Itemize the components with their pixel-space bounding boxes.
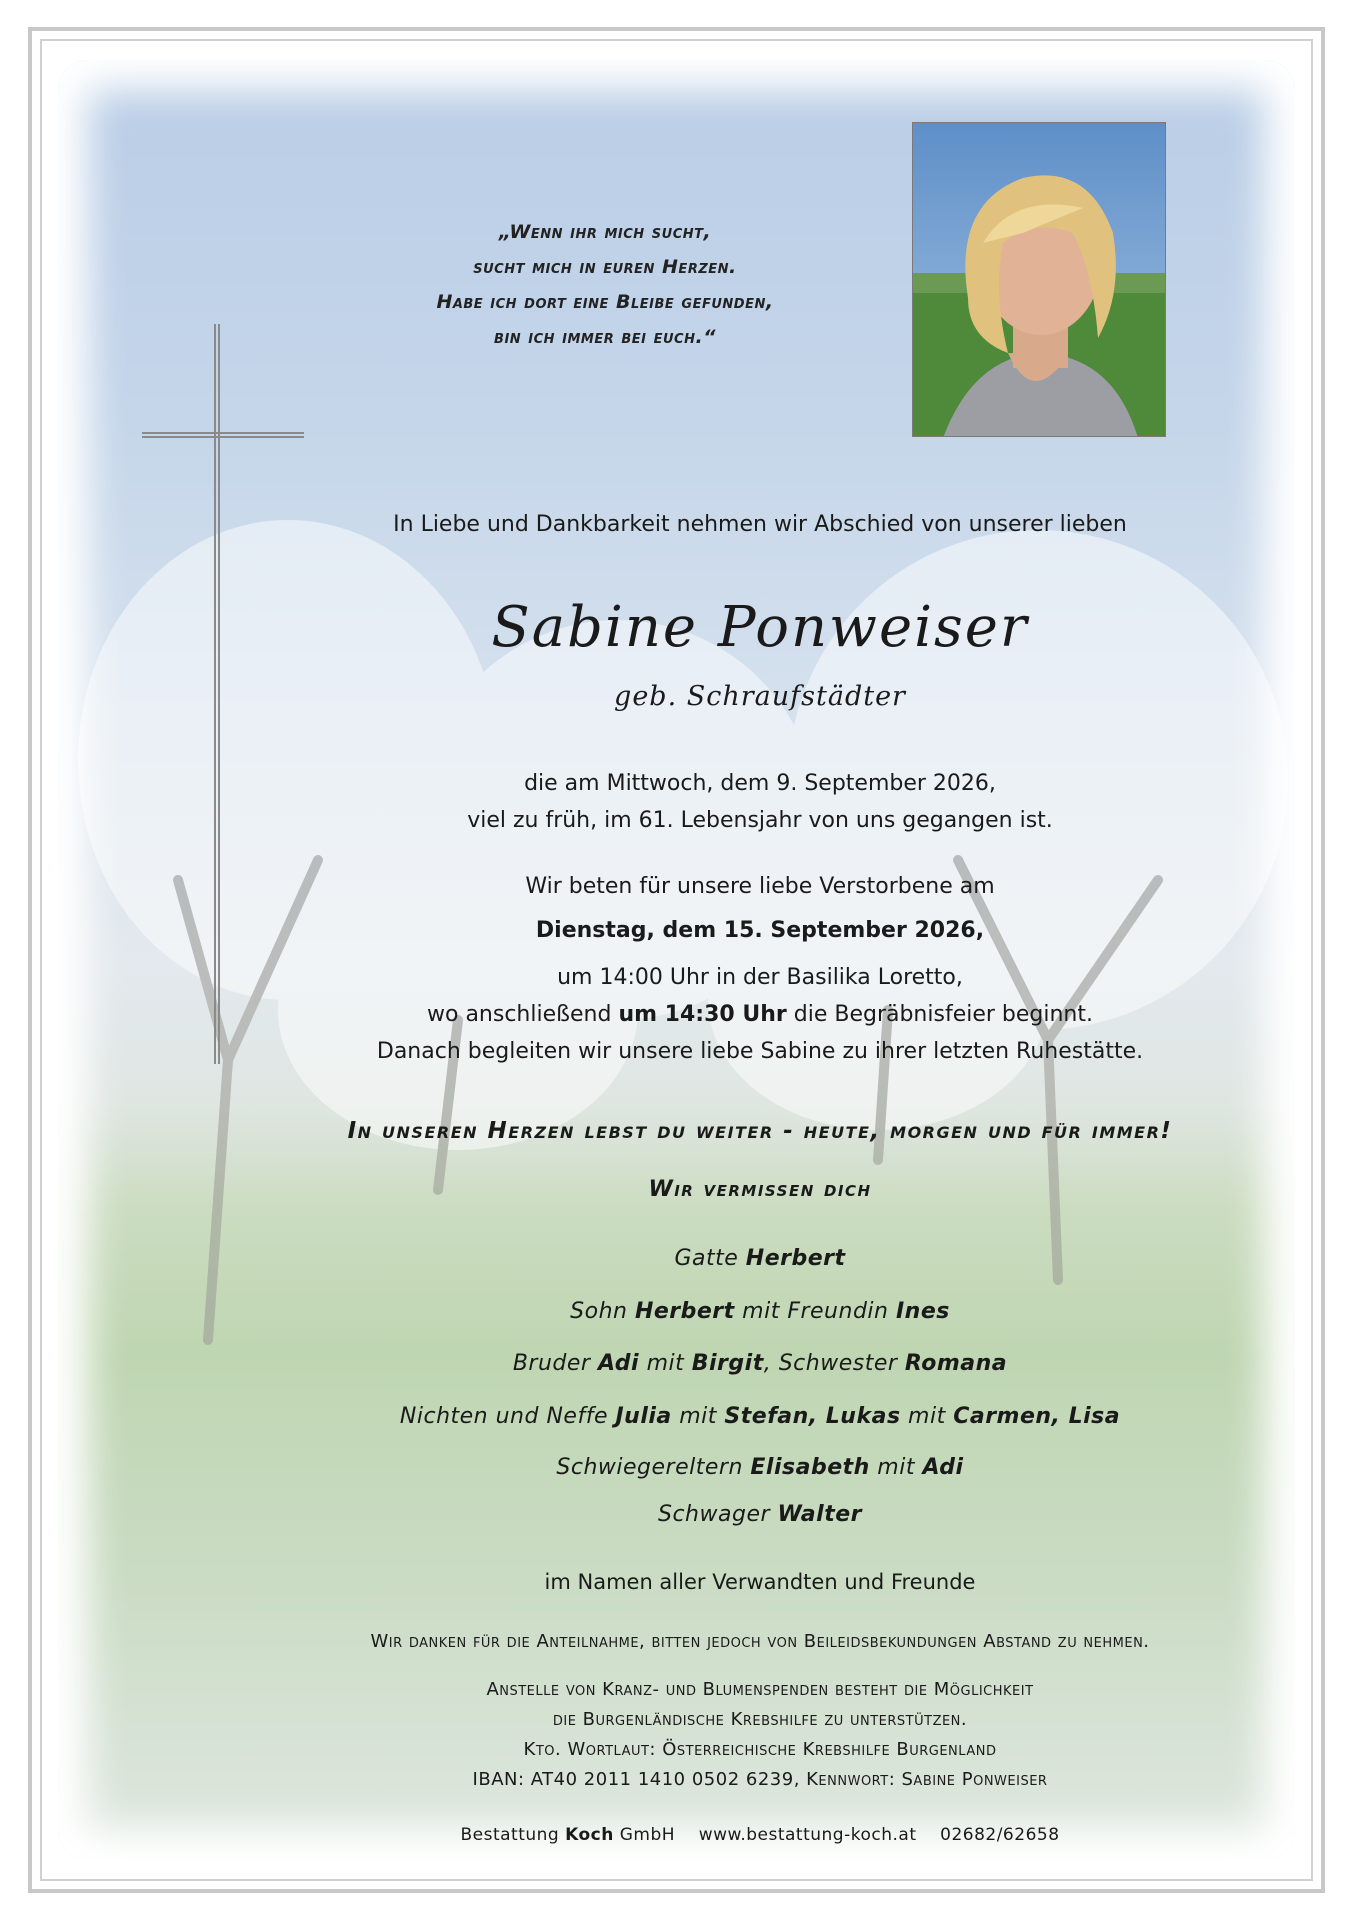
intro-text: In Liebe und Dankbarkeit nehmen wir Abschied von unserer lieben xyxy=(393,512,1127,537)
quote-line: sucht mich in euren Herzen. xyxy=(473,256,737,278)
donation-line-1: Anstelle von Kranz- und Blumenspenden besteht die Möglichkeit xyxy=(486,1679,1034,1700)
family-relation: mit xyxy=(869,1455,923,1480)
footer-company-name: Koch xyxy=(565,1825,614,1845)
family-row xyxy=(250,1246,1270,1271)
quote-line: bin ich immer bei euch.“ xyxy=(494,326,716,348)
footer-website-link[interactable]: www.bestattung-koch.at xyxy=(698,1825,917,1845)
donation-iban: IBAN: AT40 2011 1410 0502 6239, Kennwort: Sabine Ponweiser xyxy=(472,1769,1048,1790)
service-line-1: Wir beten für unsere liebe Verstorbene am xyxy=(525,874,995,899)
family-name: Stefan, Lukas xyxy=(724,1404,901,1429)
service-line-4 xyxy=(250,1002,1270,1027)
family-relation: Nichten und Neffe xyxy=(399,1404,616,1429)
family-name: Romana xyxy=(904,1351,1008,1376)
family-name: Walter xyxy=(777,1502,862,1527)
family-name: Elisabeth xyxy=(750,1455,870,1480)
family-relation: Sohn xyxy=(570,1299,635,1324)
family-relation: Gatte xyxy=(674,1246,746,1271)
family-relation: mit xyxy=(671,1404,725,1429)
on-behalf-text: im Namen aller Verwandten und Freunde xyxy=(544,1570,976,1594)
service-line-5: Danach begleiten wir unsere liebe Sabine zu ihrer letzten Ruhestätte. xyxy=(376,1039,1144,1064)
family-name: Herbert xyxy=(634,1299,735,1324)
family-name: Carmen, Lisa xyxy=(953,1404,1121,1429)
footer-company-post: GmbH xyxy=(613,1825,676,1845)
miss-you: Wir vermissen dich xyxy=(648,1177,872,1202)
donation-line-2: die Burgenländische Krebshilfe zu unterstützen. xyxy=(552,1709,968,1730)
family-relation: Schwiegereltern xyxy=(556,1455,751,1480)
deceased-name: Sabine Ponweiser xyxy=(491,595,1029,660)
family-name: Adi xyxy=(597,1351,640,1376)
family-name: Julia xyxy=(615,1404,672,1429)
death-line-2: viel zu früh, im 61. Lebensjahr von uns gegangen ist. xyxy=(467,808,1053,833)
family-row xyxy=(250,1351,1270,1376)
footer-phone: 02682/62658 xyxy=(940,1825,1060,1845)
family-name: Adi xyxy=(922,1455,964,1480)
birth-name: geb. Schraufstädter xyxy=(614,681,906,712)
service-line-4-pre: wo anschließend xyxy=(427,1002,619,1027)
family-name: Ines xyxy=(895,1299,950,1324)
motto: In unseren Herzen lebst du weiter - heute, morgen und für immer! xyxy=(347,1118,1173,1144)
donation-line-3: Kto. Wortlaut: Österreichische Krebshilfe Burgenland xyxy=(523,1739,997,1760)
service-line-3: um 14:00 Uhr in der Basilika Loretto, xyxy=(557,965,963,990)
quote-line: „Wenn ihr mich sucht, xyxy=(498,221,712,243)
memorial-quote xyxy=(370,215,840,355)
thanks-text: Wir danken für die Anteilnahme, bitten jedoch von Beileidsbekundungen Abstand zu nehmen. xyxy=(370,1631,1150,1652)
portrait-photo xyxy=(912,122,1166,437)
family-relation: mit xyxy=(639,1351,692,1376)
family-row xyxy=(250,1502,1270,1527)
family-row xyxy=(250,1455,1270,1480)
footer xyxy=(250,1825,1270,1845)
family-relation: Schwager xyxy=(658,1502,778,1527)
quote-line: Habe ich dort eine Bleibe gefunden, xyxy=(436,291,774,313)
footer-company-pre: Bestattung xyxy=(460,1825,566,1845)
death-line-1: die am Mittwoch, dem 9. September 2026, xyxy=(524,771,996,796)
family-row xyxy=(250,1404,1270,1429)
family-relation: mit xyxy=(900,1404,954,1429)
family-relation: , Schwester xyxy=(763,1351,905,1376)
service-line-4-post: die Begräbnisfeier beginnt. xyxy=(786,1002,1093,1027)
family-name: Birgit xyxy=(691,1351,764,1376)
cross-horizontal xyxy=(142,432,304,438)
service-time: um 14:30 Uhr xyxy=(618,1002,787,1027)
service-date: Dienstag, dem 15. September 2026, xyxy=(535,918,985,943)
family-relation: Bruder xyxy=(512,1351,598,1376)
family-name: Herbert xyxy=(745,1246,846,1271)
family-relation: mit Freundin xyxy=(734,1299,896,1324)
family-row xyxy=(250,1299,1270,1324)
